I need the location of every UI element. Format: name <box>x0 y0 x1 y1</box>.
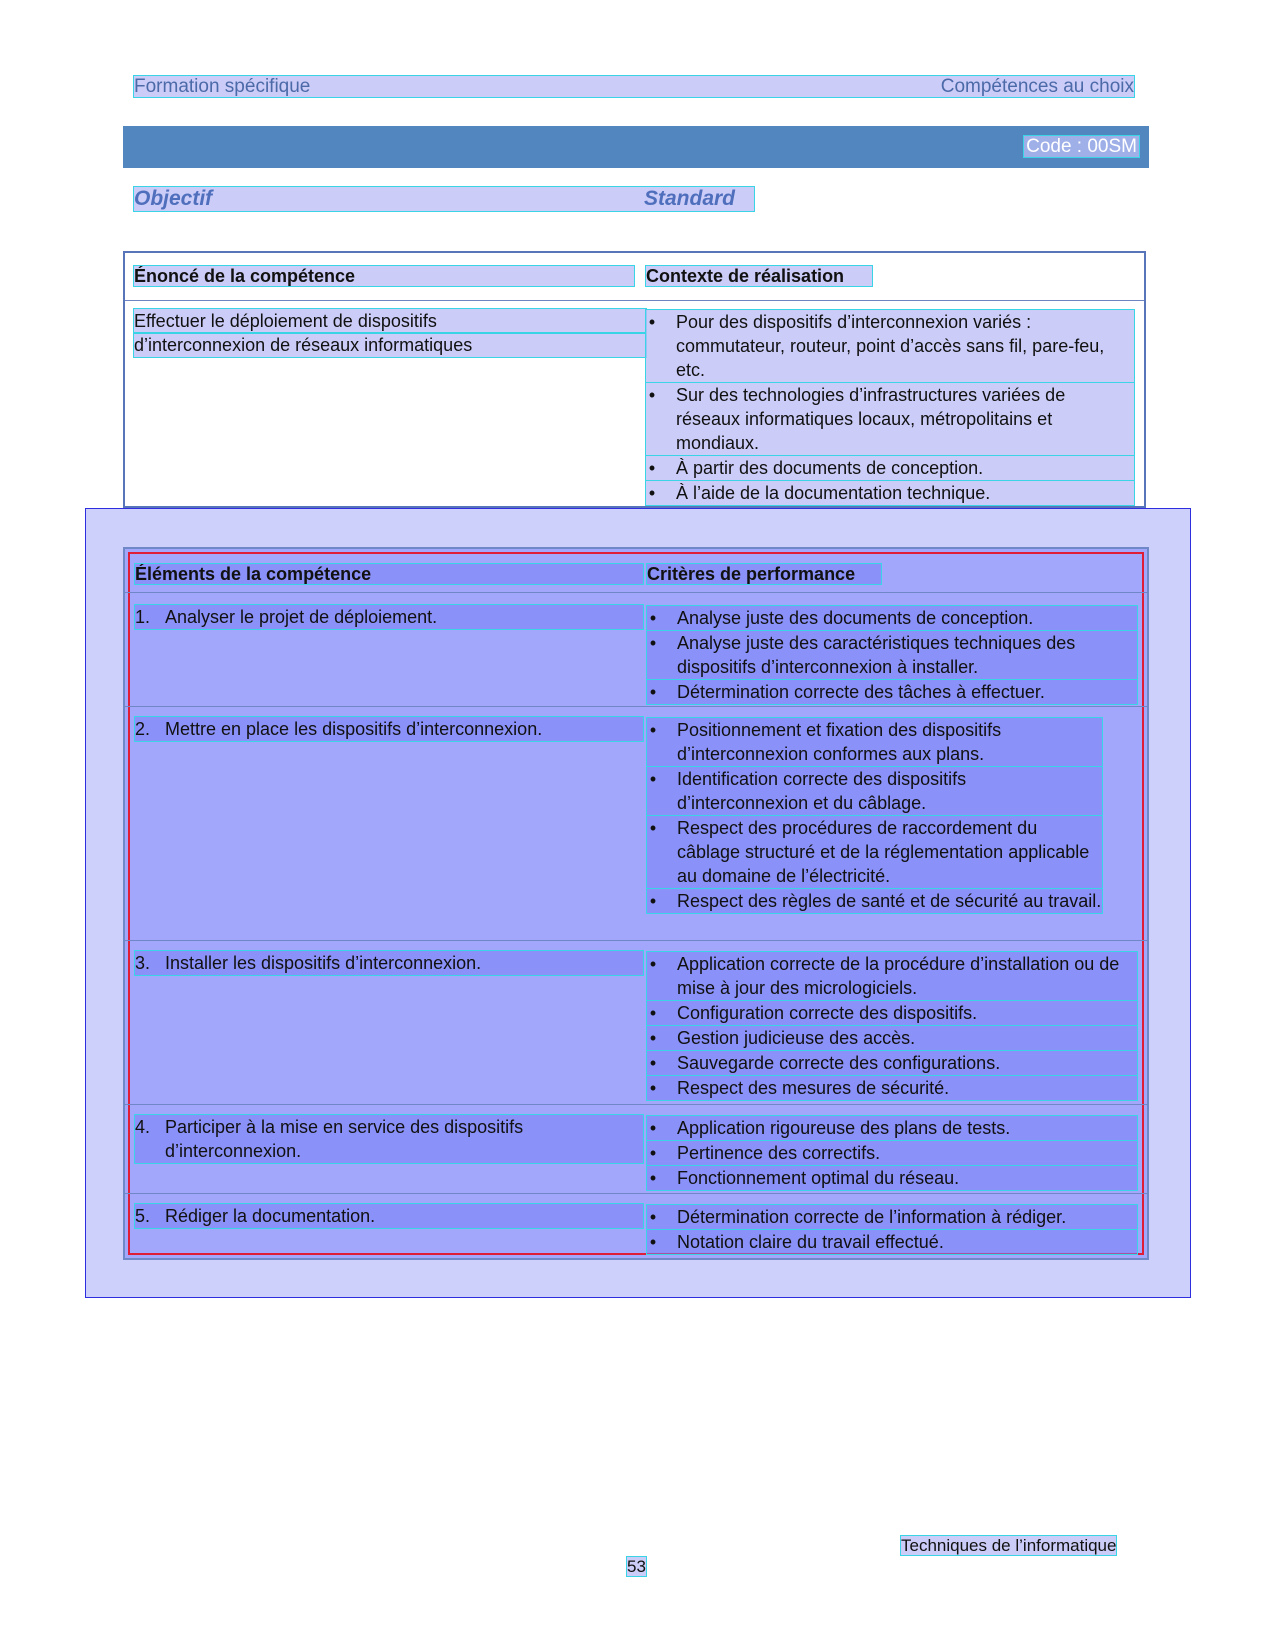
enonce-table <box>123 251 1146 508</box>
criteres-list <box>647 1116 1137 1191</box>
elements-header: Éléments de la compétence <box>135 564 643 584</box>
bullet-icon: • <box>648 483 656 503</box>
bullet-icon: • <box>649 608 657 628</box>
critere-item: • Pertinence des correctifs. <box>647 1141 1137 1165</box>
bullet-icon: • <box>649 1118 657 1138</box>
critere-item: • Application correcte de la procédure d’installation ou de mise à jour des micrologiciels. <box>647 952 1137 1000</box>
bullet-icon: • <box>649 1028 657 1048</box>
bullet-icon: • <box>649 1143 657 1163</box>
element-label: 1. Analyser le projet de déploiement. <box>135 605 643 629</box>
code-band <box>123 126 1149 168</box>
contexte-header: Contexte de réalisation <box>646 266 872 286</box>
header-right: Compétences au choix <box>940 76 1134 97</box>
standard-label: Standard <box>644 187 736 210</box>
enonce-text <box>134 309 646 357</box>
bullet-icon: • <box>649 1003 657 1023</box>
page-header <box>134 76 1134 97</box>
criteres-list <box>647 606 1137 705</box>
enonce-line-1: Effectuer le déploiement de dispositifs <box>134 309 646 333</box>
criteres-header: Critères de performance <box>647 564 881 584</box>
critere-item: • Respect des mesures de sécurité. <box>647 1076 1137 1100</box>
critere-item: • Respect des procédures de raccordement du câblage structuré et de la réglementation applicable au domaine de l’électricité. <box>647 816 1102 888</box>
bullet-icon: • <box>649 1053 657 1073</box>
contexte-item: • À l’aide de la documentation technique. <box>646 481 1134 505</box>
objectif-standard-row <box>134 187 754 211</box>
table-row <box>125 592 1147 707</box>
bullet-icon: • <box>648 458 656 478</box>
page-number: 53 <box>627 1557 646 1576</box>
elements-table <box>123 547 1149 1260</box>
criteres-list <box>647 952 1137 1101</box>
critere-item: • Analyse juste des caractéristiques techniques des dispositifs d’interconnexion à installer. <box>647 631 1137 679</box>
enonce-table-header <box>125 253 1144 301</box>
contexte-list <box>646 310 1134 506</box>
bullet-icon: • <box>649 1207 657 1227</box>
critere-item: • Identification correcte des dispositifs d’interconnexion et du câblage. <box>647 767 1102 815</box>
table-row <box>125 940 1147 1105</box>
criteres-list <box>647 718 1102 914</box>
critere-item: • Sauvegarde correcte des configurations. <box>647 1051 1137 1075</box>
table-row <box>125 1193 1147 1254</box>
element-label: 5. Rédiger la documentation. <box>135 1204 643 1228</box>
header-left: Formation spécifique <box>134 76 311 97</box>
bullet-icon: • <box>649 633 657 653</box>
critere-item: • Gestion judicieuse des accès. <box>647 1026 1137 1050</box>
bullet-icon: • <box>649 954 657 974</box>
bullet-icon: • <box>649 818 657 838</box>
critere-item: • Notation claire du travail effectué. <box>647 1230 1137 1254</box>
bullet-icon: • <box>649 682 657 702</box>
table-row <box>125 1104 1147 1194</box>
bullet-icon: • <box>649 1232 657 1252</box>
element-label: 2. Mettre en place les dispositifs d’interconnexion. <box>135 717 643 741</box>
element-label: 4. Participer à la mise en service des dispositifs d’interconnexion. <box>135 1115 643 1163</box>
critere-item: • Respect des règles de santé et de sécurité au travail. <box>647 889 1102 913</box>
critere-item: • Positionnement et fixation des dispositifs d’interconnexion conformes aux plans. <box>647 718 1102 766</box>
critere-item: • Analyse juste des documents de conception. <box>647 606 1137 630</box>
enonce-header: Énoncé de la compétence <box>134 266 634 286</box>
bullet-icon: • <box>649 769 657 789</box>
critere-item: • Application rigoureuse des plans de tests. <box>647 1116 1137 1140</box>
critere-item: • Configuration correcte des dispositifs. <box>647 1001 1137 1025</box>
bullet-icon: • <box>649 720 657 740</box>
bullet-icon: • <box>649 1168 657 1188</box>
enonce-line-2: d’interconnexion de réseaux informatiques <box>134 333 646 357</box>
table-row <box>125 706 1147 941</box>
contexte-item: • À partir des documents de conception. <box>646 456 1134 480</box>
bullet-icon: • <box>649 1078 657 1098</box>
critere-item: • Fonctionnement optimal du réseau. <box>647 1166 1137 1190</box>
objectif-label: Objectif <box>134 187 213 210</box>
critere-item: • Détermination correcte des tâches à effectuer. <box>647 680 1137 704</box>
bullet-icon: • <box>648 385 656 405</box>
element-label: 3. Installer les dispositifs d’interconnexion. <box>135 951 643 975</box>
code-label: Code : 00SM <box>1026 136 1137 157</box>
contexte-item: • Pour des dispositifs d’interconnexion variés : commutateur, routeur, point d’accès sans fil, pare-feu, etc. <box>646 310 1134 382</box>
bullet-icon: • <box>648 312 656 332</box>
bullet-icon: • <box>649 891 657 911</box>
critere-item: • Détermination correcte de l’information à rédiger. <box>647 1205 1137 1229</box>
contexte-item: • Sur des technologies d’infrastructures variées de réseaux informatiques locaux, métropolitains et mondiaux. <box>646 383 1134 455</box>
criteres-list <box>647 1205 1137 1255</box>
footer-program: Techniques de l’informatique <box>901 1536 1117 1555</box>
